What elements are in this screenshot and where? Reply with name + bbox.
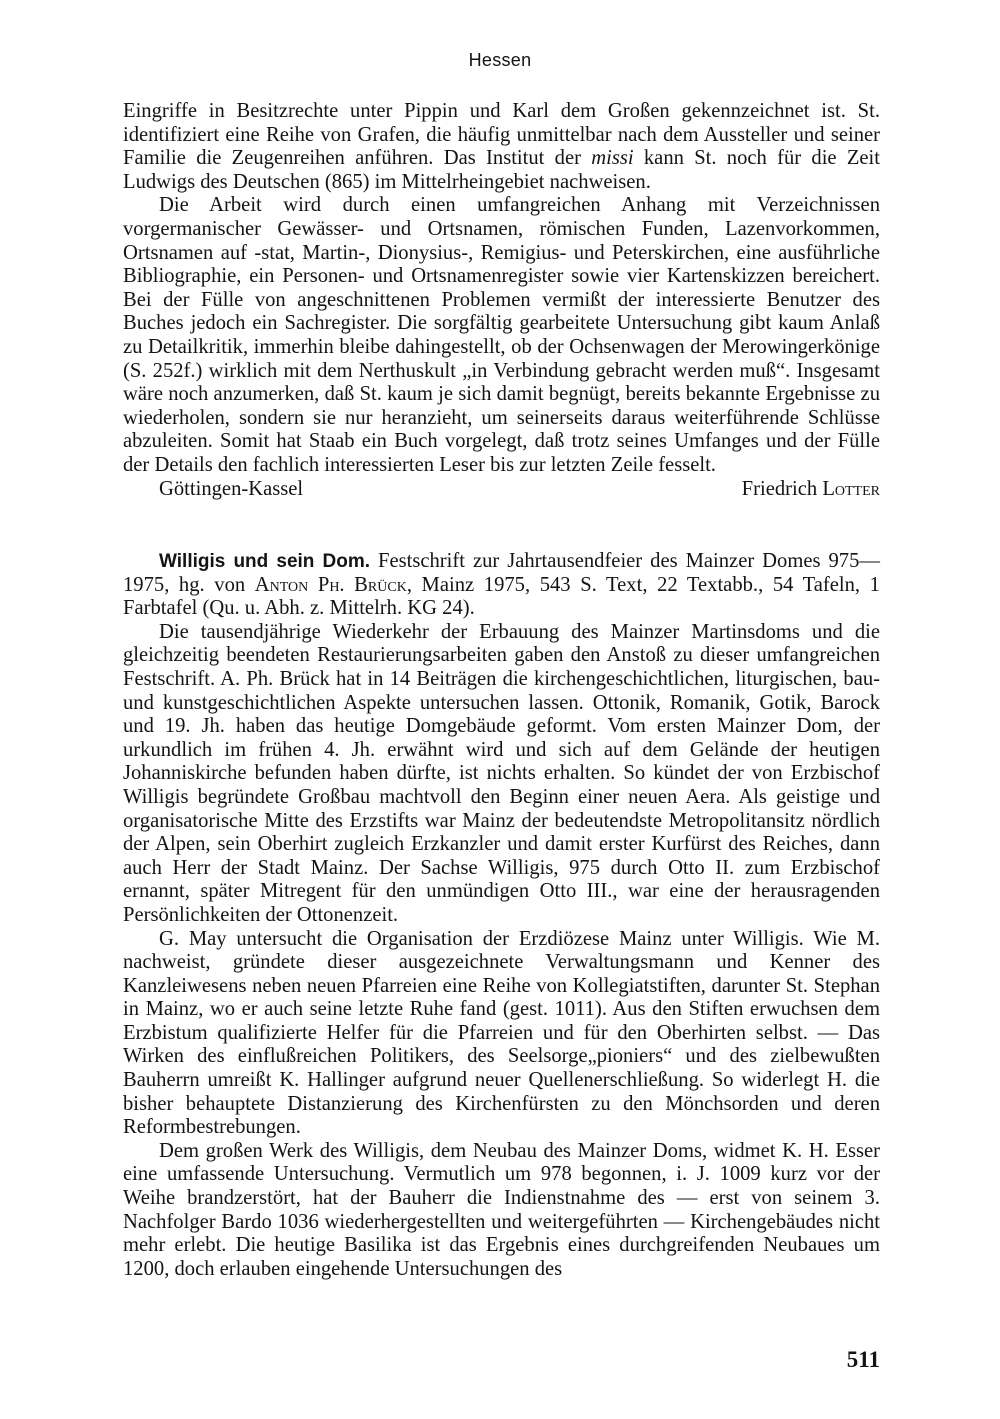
italic-term: missi: [591, 147, 634, 170]
paragraph: [123, 100, 880, 194]
reviewer-place: Göttingen-Kassel: [159, 477, 304, 500]
review-willigis: [123, 550, 880, 1281]
paragraph: G. May untersucht die Organisation der Erzdiözese Mainz unter Willigis. Wie M. nachweist, gründete dieser ausgezeichnete Verwaltungsmann und Kenner des Kanzleiwesens neben neuen Pfarreien eine Reihe von Kollegiatstiften, darunter St. Stephan in Mainz, wo er auch seine letzte Ruhe fand (gest. 1011). Aus den Stiften erwuchsen dem Erzbistum qualifizierte Helfer für die Pfarreien und für den Oberhirten selbst. — Das Wirken des einflußreichen Politikers, des Seelsorge„pioniers“ und des zielbewußten Bauherrn umreißt K. Hallinger aufgrund neuer Quellenerschließung. So widerlegt H. die bisher behauptete Distanzierung des Kirchenfürsten zu den Mönchsorden und deren Reformbestrebungen.: [123, 927, 880, 1139]
book-title: Willigis und sein Dom.: [159, 551, 371, 572]
signature-line: [123, 478, 880, 502]
page-number: 511: [846, 1347, 880, 1372]
paragraph-text: Das Institut der: [433, 147, 592, 170]
running-header: Hessen: [468, 50, 532, 70]
paragraph-text: kann St. noch für die Zeit Ludwigs des Deutschen (865) im Mittelrheingebiet nachweisen.: [123, 147, 880, 193]
review-lotter: [123, 100, 880, 501]
editor-name: Anton Ph. Brück: [254, 573, 407, 596]
reviewer-name: Friedrich Lotter: [741, 477, 880, 500]
paragraph: Dem großen Werk des Willigis, dem Neubau des Mainzer Doms, widmet K. H. Esser eine umfassende Untersuchung. Vermutlich um 978 begonnen, i. J. 1009 kurz vor der Weihe brandzerstört, hat der Bauherr die Indienstnahme des — erst von seinem 3. Nachfolger Bardo 1036 wiederhergestellten und weitergeführten — Kirchengebäudes nicht mehr erlebt. Die heutige Basilika ist das Ergebnis eines durchgreifenden Neubaues um 1200, doch erlauben eingehende Untersuchungen des: [123, 1139, 880, 1280]
citation: Willigis und sein Dom. Festschrift zur Jahrtausendfeier des Mainzer Domes 975—1975, hg. von Anton Ph. Brück, Mainz 1975, 543 S. Text, 22 Textabb., 54 Tafeln, 1 Farbtafel (Qu. u. Abh. z. Mittelrh. KG 24).: [123, 550, 880, 620]
paragraph-text: Eingriffe in Besitzrechte unter Pippin und Karl dem Großen gekennzeichnet ist. St. identifiziert eine Reihe von Grafen, die häufig unmittelbar nach dem Aussteller und seiner Familie die Zeugenreihen anführen.: [123, 100, 880, 170]
paragraph: Die tausendjährige Wiederkehr der Erbauung des Mainzer Martinsdoms und die gleichzeitig beendeten Restaurierungsarbeiten gaben den Anstoß zu dieser umfangreichen Festschrift. A. Ph. Brück hat in 14 Beiträgen die kirchengeschichtlichen, liturgischen, bau- und kunstgeschichtlichen Aspekte untersuchen lassen. Ottonik, Romanik, Gotik, Barock und 19. Jh. haben das heutige Domgebäude geformt. Vom ersten Mainzer Dom, der urkundlich im frühen 4. Jh. erwähnt wird und sich auf dem Gelände der heutigen Johanniskirche befunden haben dürfte, ist nichts erhalten. So kündet der von Erzbischof Willigis begründete Großbau machtvoll den Beginn einer neuen Aera. Als geistige und organisatorische Mitte des Erzstifts war Mainz der bedeutendste Metropolitansitz nördlich der Alpen, sein Oberhirt zugleich Erzkanzler und damit erster Kurfürst des Reiches, dann auch Herr der Stadt Mainz. Der Sachse Willigis, 975 durch Otto II. zum Erzbischof ernannt, später Mitregent für den unmündigen Otto III., war eine der herausragenden Persönlichkeiten der Ottonenzeit.: [123, 620, 880, 926]
paragraph: Die Arbeit wird durch einen umfangreichen Anhang mit Verzeichnissen vorgermanischer Gewässer- und Ortsnamen, römischen Funden, Lazenvorkommen, Ortsnamen auf -stat, Martin-, Dionysius-, Remigius- und Peterskirchen, eine ausführliche Bibliographie, ein Personen- und Ortsnamenregister sowie vier Kartenskizzen bereichert. Bei der Fülle von angeschnittenen Problemen vermißt der interessierte Benutzer des Buches jedoch ein Sachregister. Die sorgfältig gearbeitete Untersuchung gibt kaum Anlaß zu Detailkritik, immerhin bleibe dahingestellt, ob der Ochsenwagen der Merowingerkönige (S. 252f.) wirklich mit dem Nerthuskult „in Verbindung gebracht werden muß“. Insgesamt wäre noch anzumerken, daß St. kaum je sich damit begnügt, bereits bekannte Ergebnisse zu wiederholen, sondern sie nur heranzieht, um seinerseits daraus weiterführende Schlüsse abzuleiten. Somit hat Staab ein Buch vorgelegt, daß trotz seines Umfanges und der Fülle der Details den fachlich interessierten Leser bis zur letzten Zeile fesselt.: [123, 194, 880, 476]
